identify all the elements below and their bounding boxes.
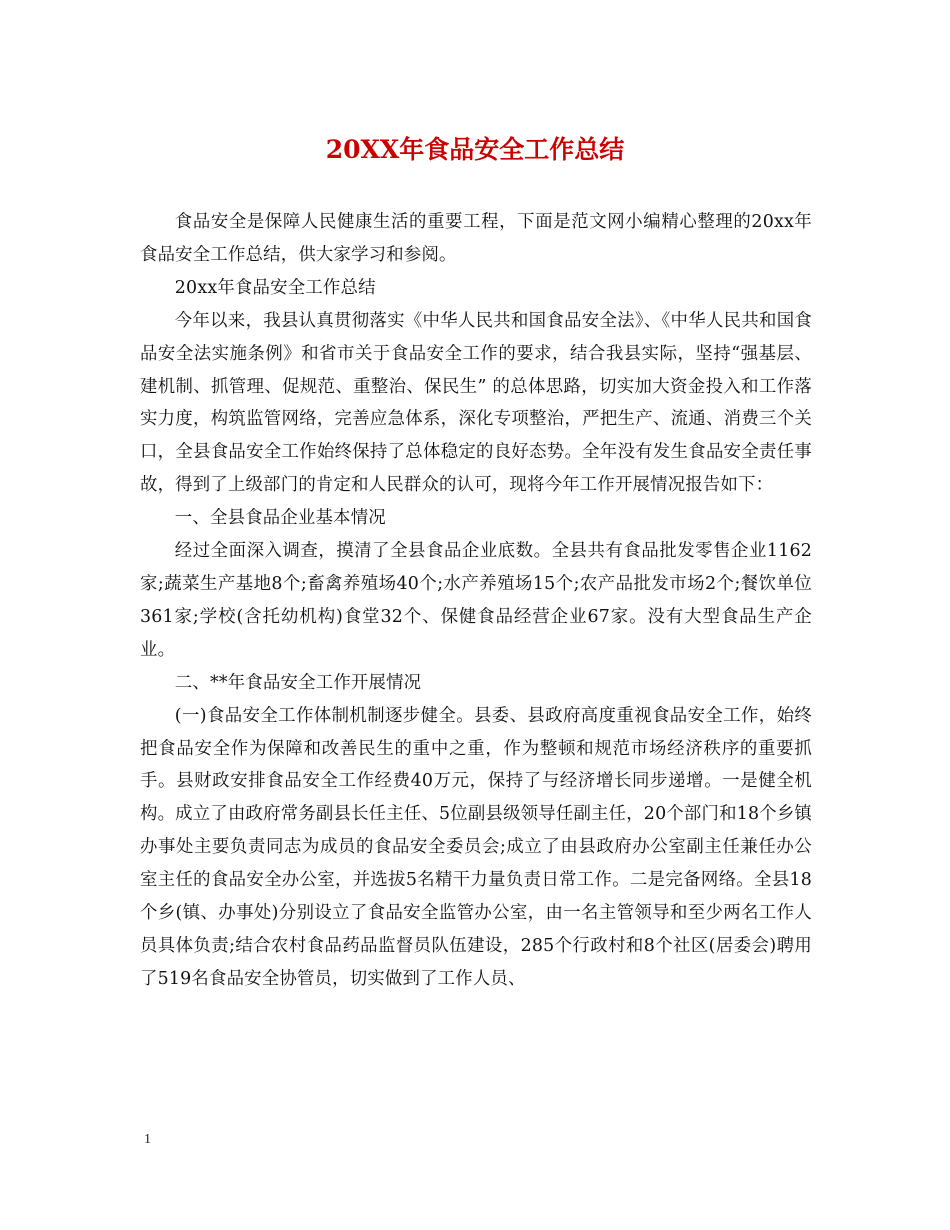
document-body bbox=[140, 206, 812, 996]
subtitle-line: 20xx年食品安全工作总结 bbox=[174, 277, 376, 298]
section-heading-1: 一、全县食品企业基本情况 bbox=[174, 508, 386, 529]
document-title: 20XX年食品安全工作总结 bbox=[325, 135, 625, 164]
intro-paragraph: 食品安全是保障人民健康生活的重要工程，下面是范文网小编精心整理的20xx年食品安全工作总结，供大家学习和参阅。 bbox=[140, 212, 812, 265]
page-number: 1 bbox=[144, 1132, 151, 1147]
enterprise-paragraph: 经过全面深入调查，摸清了全县食品企业底数。全县共有食品批发零售企业1162家;蔬菜生产基地8个;畜禽养殖场40个;水产养殖场15个;农产品批发市场2个;餐饮单位361家;学校(含托幼机构)食堂32个、保健食品经营企业67家。没有大型食品生产企业。 bbox=[140, 541, 812, 660]
section-heading-2: 二、**年食品安全工作开展情况 bbox=[174, 672, 422, 693]
system-paragraph: (一)食品安全工作体制机制逐步健全。县委、县政府高度重视食品安全工作，始终把食品安全作为保障和改善民生的重中之重，作为整顿和规范市场经济秩序的重要抓手。县财政安排食品安全工作经费40万元，保持了与经济增长同步递增。一是健全机构。成立了由政府常务副县长任主任、5位副县级领导任副主任，20个部门和18个乡镇办事处主要负责同志为成员的食品安全委员会;成立了由县政府办公室副主任兼任办公室主任的食品安全办公室，并选拔5名精干力量负责日常工作。二是完备网络。全县18个乡(镇、办事处)分别设立了食品安全监管办公室，由一名主管领导和至少两名工作人员具体负责;结合农村食品药品监督员队伍建设，285个行政村和8个社区(居委会)聘用了519名食品安全协管员，切实做到了工作人员、 bbox=[140, 705, 812, 989]
overview-paragraph: 今年以来，我县认真贯彻落实《中华人民共和国食品安全法》、《中华人民共和国食品安全法实施条例》和省市关于食品安全工作的要求，结合我县实际，坚持“强基层、建机制、抓管理、促规范、重整治、保民生” 的总体思路，切实加大资金投入和工作落实力度，构筑监管网络，完善应急体系，深化专项整治，严把生产、流通、消费三个关口，全县食品安全工作始终保持了总体稳定的良好态势。全年没有发生食品安全责任事故，得到了上级部门的肯定和人民群众的认可，现将今年工作开展情况报告如下： bbox=[140, 310, 812, 496]
